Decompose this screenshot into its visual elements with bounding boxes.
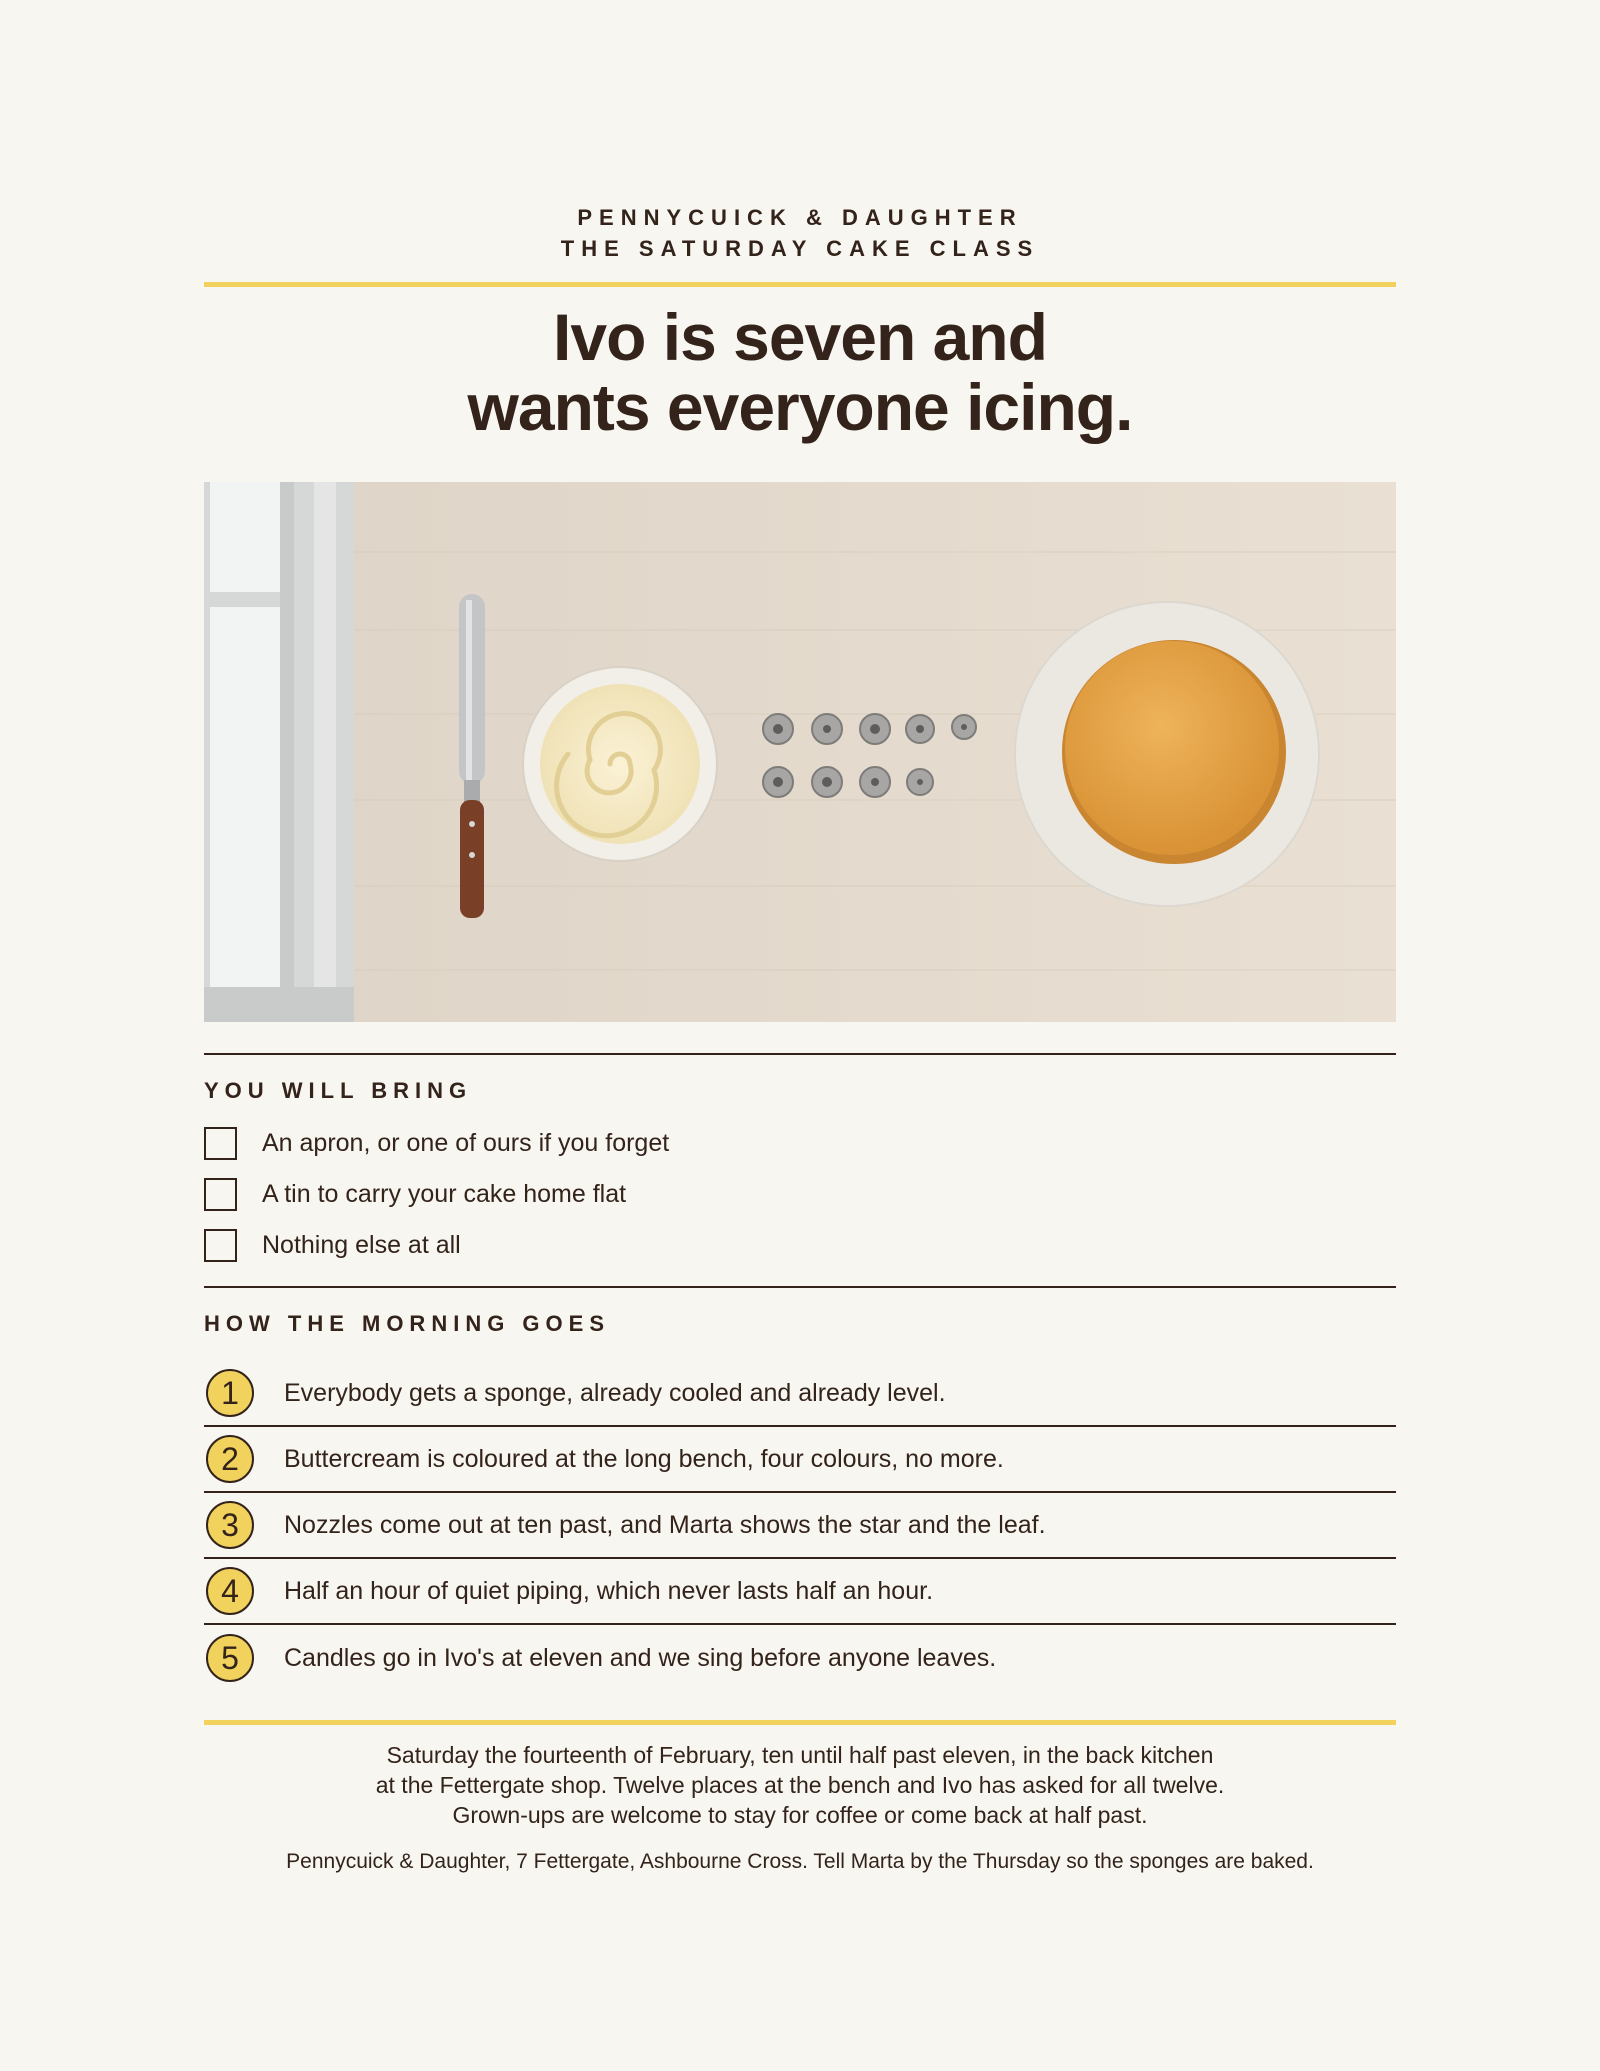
checklist-item[interactable] <box>204 1118 1396 1169</box>
brand-name: PENNYCUICK & DAUGHTER <box>577 205 1023 230</box>
checklist-label: An apron, or one of ours if you forget <box>262 1129 670 1157</box>
step-number: 1 <box>206 1369 254 1417</box>
palette-knife-icon <box>459 594 485 918</box>
list-item <box>204 1493 1396 1559</box>
buttercream-bowl-icon <box>523 667 717 861</box>
step-text: Half an hour of quiet piping, which never lasts half an hour. <box>284 1576 934 1605</box>
checklist-item[interactable] <box>204 1169 1396 1220</box>
list-item <box>204 1559 1396 1625</box>
top-rule <box>204 282 1396 287</box>
morning-heading: HOW THE MORNING GOES <box>204 1311 610 1336</box>
step-number: 4 <box>206 1567 254 1615</box>
window-icon <box>204 482 354 1022</box>
bring-heading: YOU WILL BRING <box>204 1078 473 1103</box>
step-number: 3 <box>206 1501 254 1549</box>
step-text: Nozzles come out at ten past, and Marta shows the star and the leaf. <box>284 1510 1046 1539</box>
headline-line-1: Ivo is seven and <box>553 300 1047 374</box>
contact-line: Pennycuick & Daughter, 7 Fettergate, Ashbourne Cross. Tell Marta by the Thursday so the sponges are baked. <box>286 1850 1314 1873</box>
hero-photo <box>204 482 1396 1022</box>
checkbox[interactable] <box>204 1178 237 1211</box>
list-item <box>204 1361 1396 1427</box>
headline <box>204 302 1396 442</box>
event-details <box>204 1740 1396 1830</box>
bring-checklist <box>204 1118 1396 1271</box>
morning-rule <box>204 1286 1396 1288</box>
checkbox[interactable] <box>204 1127 237 1160</box>
step-text: Buttercream is coloured at the long bench, four colours, no more. <box>284 1444 1004 1473</box>
morning-steps <box>204 1361 1396 1691</box>
headline-line-2: wants everyone icing. <box>467 370 1133 444</box>
checklist-label: A tin to carry your cake home flat <box>262 1180 627 1208</box>
checklist-label: Nothing else at all <box>262 1231 461 1259</box>
list-item <box>204 1427 1396 1493</box>
list-item <box>204 1625 1396 1691</box>
sponge-cake-icon <box>1015 602 1319 906</box>
details-line-1: Saturday the fourteenth of February, ten until half past eleven, in the back kitchen <box>386 1742 1214 1768</box>
checklist-item[interactable] <box>204 1220 1396 1271</box>
details-line-2: at the Fettergate shop. Twelve places at the bench and Ivo has asked for all twelve. <box>375 1772 1225 1798</box>
step-text: Everybody gets a sponge, already cooled and already level. <box>284 1378 946 1407</box>
hero-photo-illustration <box>204 482 1396 1022</box>
checkbox[interactable] <box>204 1229 237 1262</box>
details-line-3: Grown-ups are welcome to stay for coffee or come back at half past. <box>452 1802 1148 1828</box>
step-text: Candles go in Ivo's at eleven and we sing before anyone leaves. <box>284 1643 997 1672</box>
bring-rule <box>204 1053 1396 1055</box>
step-number: 2 <box>206 1435 254 1483</box>
masthead <box>204 202 1396 264</box>
event-name: THE SATURDAY CAKE CLASS <box>560 236 1040 261</box>
step-number: 5 <box>206 1634 254 1682</box>
bottom-rule <box>204 1720 1396 1725</box>
